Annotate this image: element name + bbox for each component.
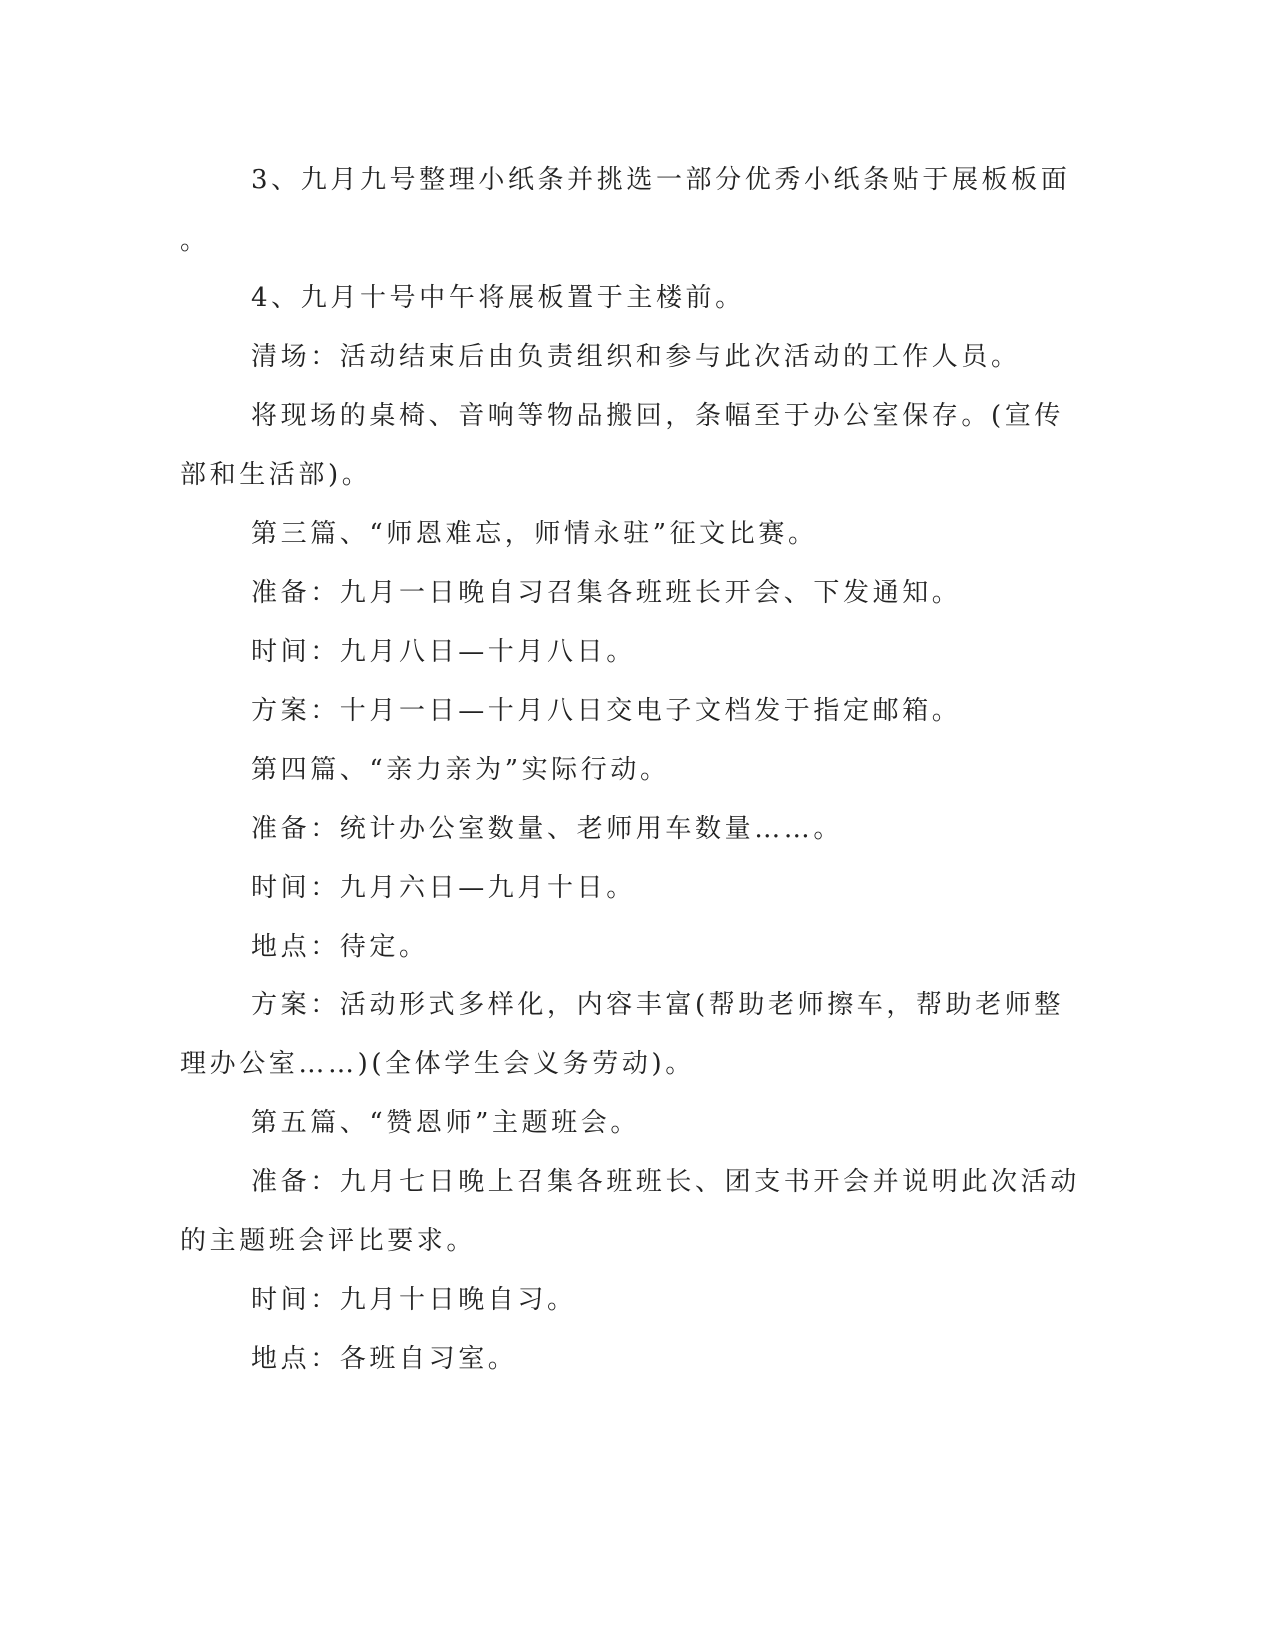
paragraph-line: 地点：各班自习室。 <box>251 1344 518 1374</box>
paragraph-line: 部和生活部)。 <box>180 460 372 490</box>
paragraph-line: 清场：活动结束后由负责组织和参与此次活动的工作人员。 <box>251 342 1021 372</box>
paragraph-line: 第五篇、“赞恩师”主题班会。 <box>251 1108 640 1138</box>
paragraph-line: 准备：九月七日晚上召集各班班长、团支书开会并说明此次活动 <box>251 1167 1080 1197</box>
paragraph-line: 4、九月十号中午将展板置于主楼前。 <box>251 283 745 313</box>
paragraph-line: 将现场的桌椅、音响等物品搬回，条幅至于办公室保存。(宣传 <box>251 401 1064 431</box>
paragraph-line: 时间：九月六日—九月十日。 <box>251 873 636 903</box>
paragraph-line: 时间：九月十日晚自习。 <box>251 1285 577 1315</box>
paragraph-line: 地点：待定。 <box>251 932 429 962</box>
paragraph-line: 时间：九月八日—十月八日。 <box>251 637 636 667</box>
paragraph-line: 3、九月九号整理小纸条并挑选一部分优秀小纸条贴于展板板面 <box>251 165 1071 195</box>
paragraph-line: 方案：十月一日—十月八日交电子文档发于指定邮箱。 <box>251 696 962 726</box>
paragraph-line: 方案：活动形式多样化，内容丰富(帮助老师擦车，帮助老师整 <box>251 990 1064 1020</box>
paragraph-line: 第三篇、“师恩难忘，师情永驻”征文比赛。 <box>251 519 818 549</box>
paragraph-line: 准备：统计办公室数量、老师用车数量……。 <box>251 814 844 844</box>
paragraph-line: 。 <box>180 226 210 256</box>
paragraph-line: 理办公室……)(全体学生会义务劳动)。 <box>180 1049 695 1079</box>
paragraph-line: 准备：九月一日晚自习召集各班班长开会、下发通知。 <box>251 578 962 608</box>
paragraph-line: 第四篇、“亲力亲为”实际行动。 <box>251 755 670 785</box>
paragraph-line: 的主题班会评比要求。 <box>180 1226 477 1256</box>
